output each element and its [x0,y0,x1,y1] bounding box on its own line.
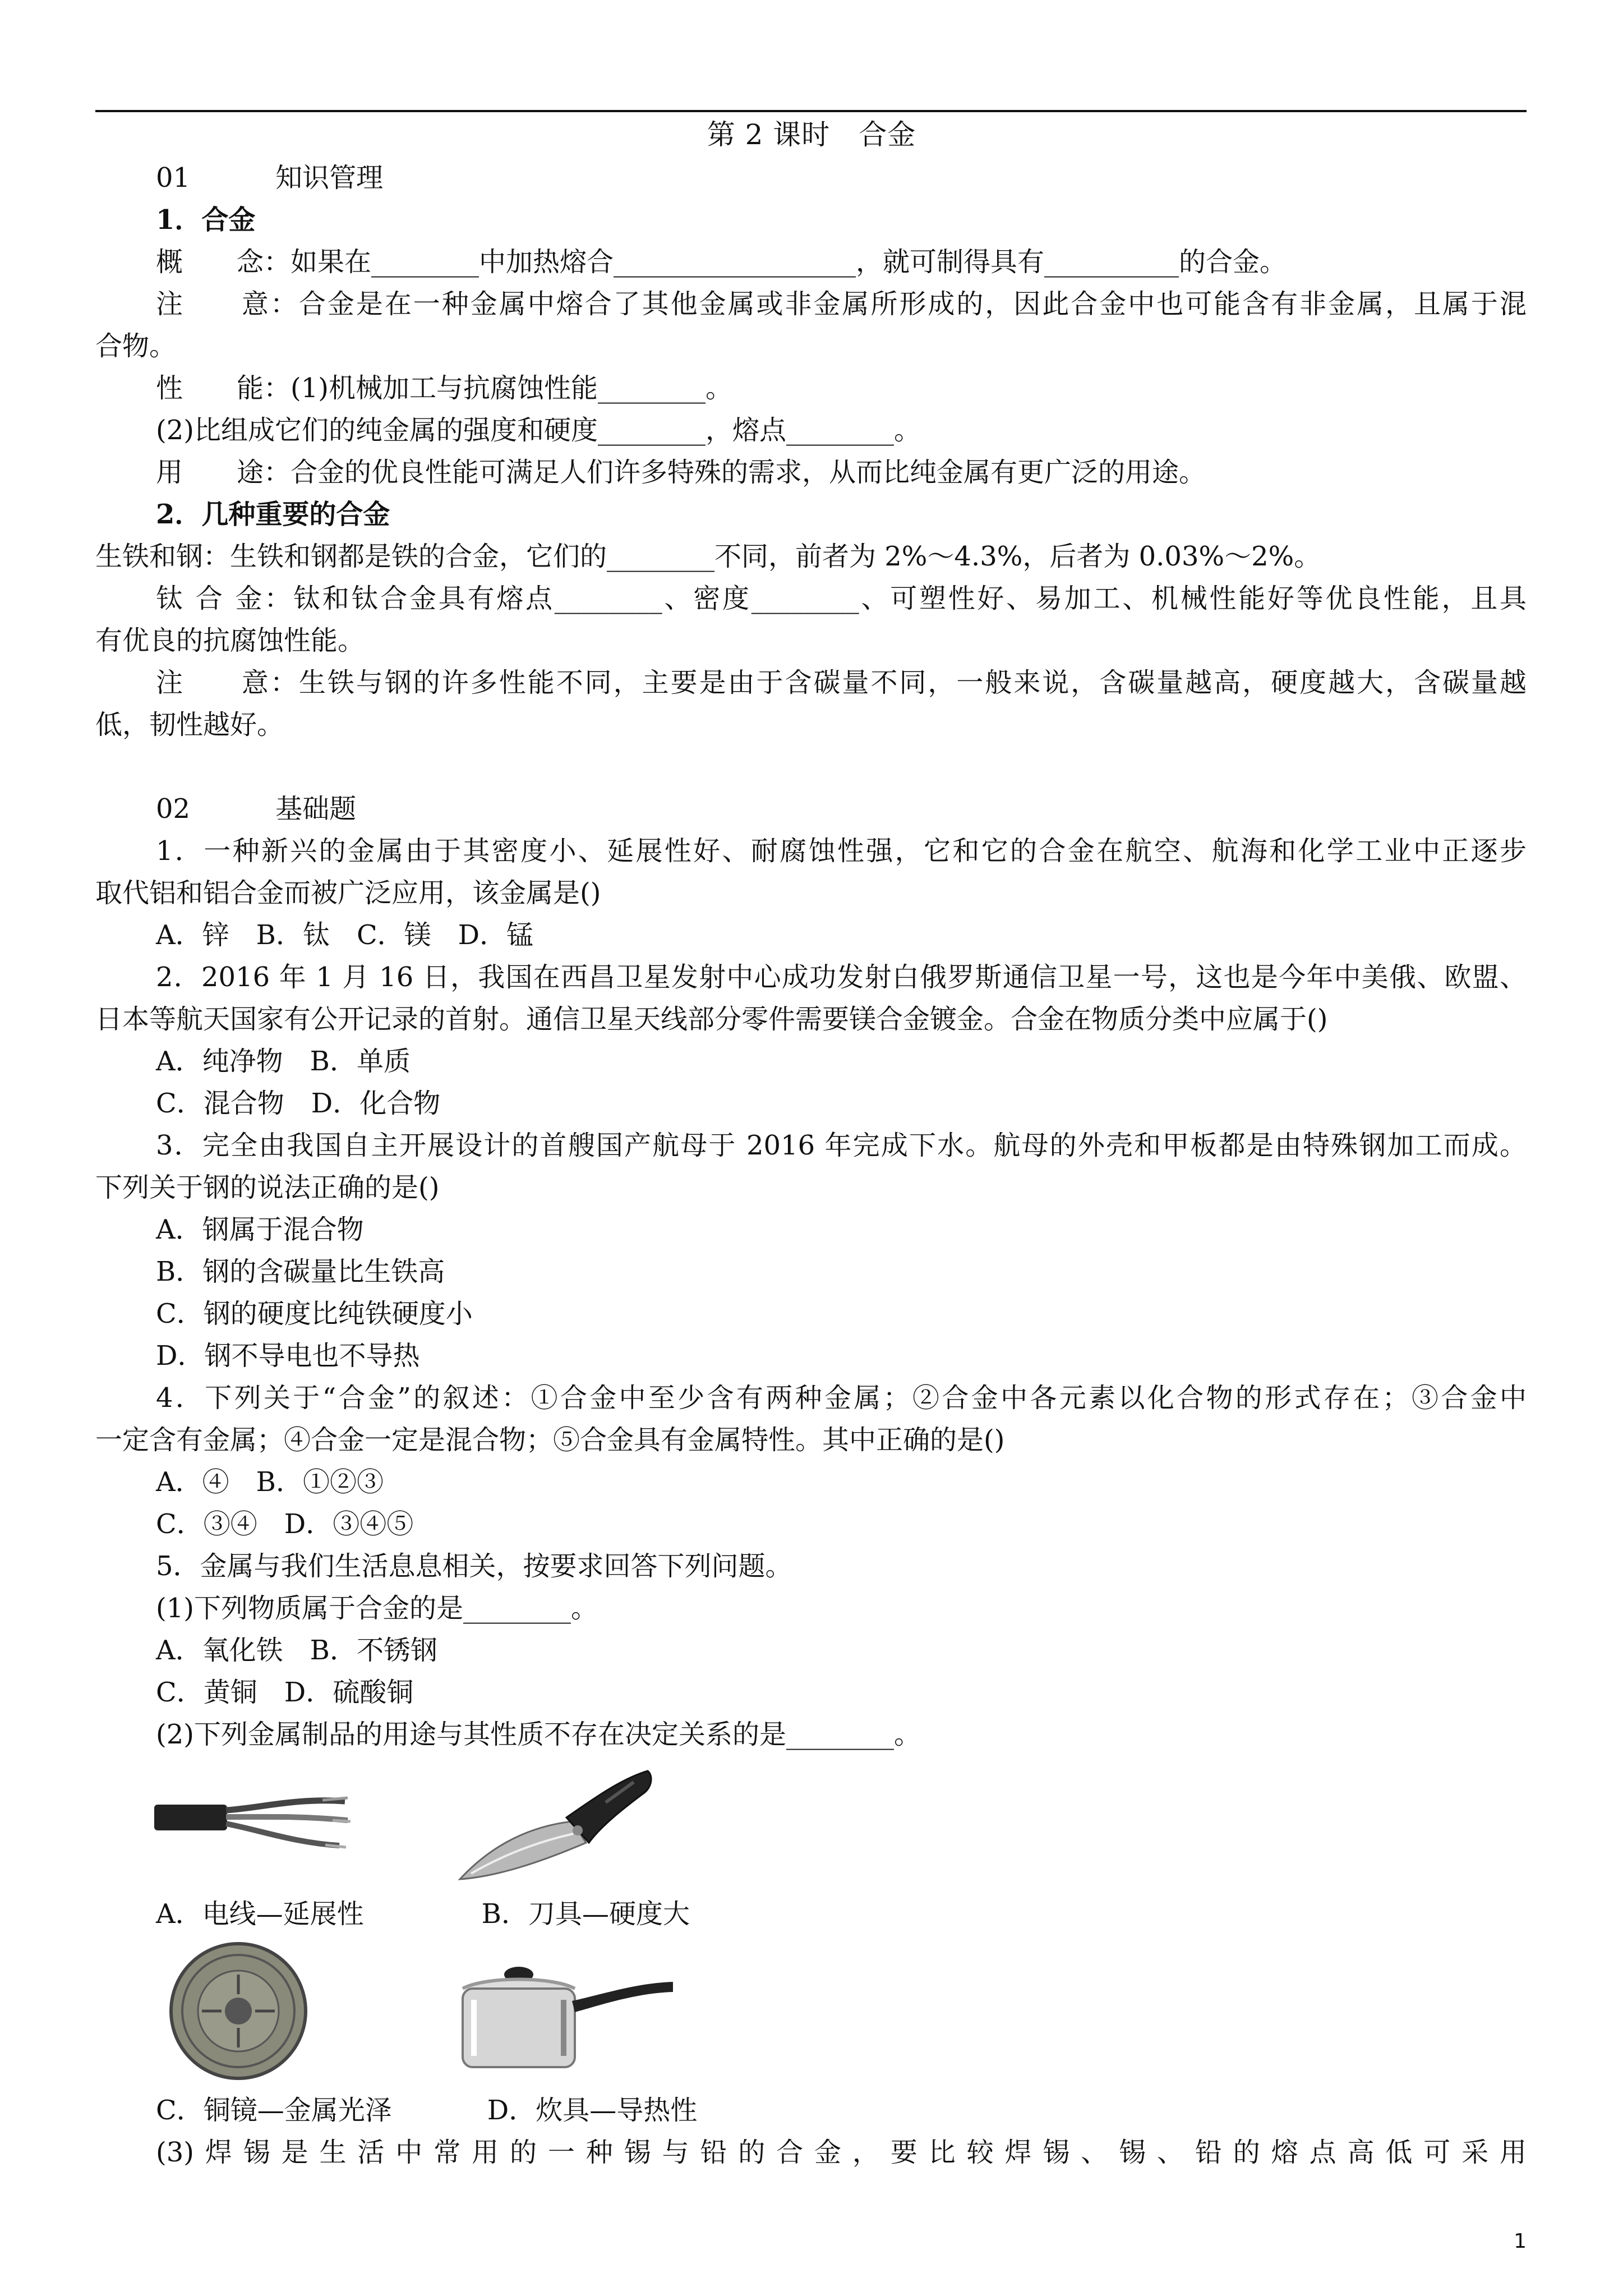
options-line: A．纯净物 B．单质 [156,1046,411,1077]
question-line: 一定含有金属；④合金一定是混合物；⑤合金具有金属特性。其中正确的是() [95,1424,1005,1456]
knife-image [454,1759,656,1893]
use-line: 用 途：合金的优良性能可满足人们许多特殊的需求，从而比纯金属有更广泛的用途。 [156,457,1206,488]
concept-line: 概 念：如果在________中加热熔合__________________，就可制得具有__________的合金。 [156,246,1287,278]
question-line: 2．2016 年 1 月 16 日，我国在西昌卫星发射中心成功发射白俄罗斯通信卫星一号，这也是今年中美俄、欧盟、 [156,961,1527,993]
page-title: 第 2 课时 合金 [707,118,916,151]
subquestion-line: (3)焊锡是生活中常用的一种锡与铅的合金，要比较焊锡、锡、铅的熔点高低可采用 [156,2137,1527,2168]
caption-b: B．刀具—硬度大 [481,1898,690,1930]
question-line: 5．金属与我们生活息息相关，按要求回答下列问题。 [156,1550,792,1582]
section-name: 基础题 [275,793,357,825]
option-line: C．钢的硬度比纯铁硬度小 [156,1298,473,1329]
property-line: (2)比组成它们的纯金属的强度和硬度________，熔点________。 [156,415,921,446]
caption-a: A．电线—延展性 [156,1898,364,1930]
item-title: 2．几种重要的合金 [156,499,390,530]
option-line: B．钢的含碳量比生铁高 [156,1256,445,1287]
option-line: A．钢属于混合物 [156,1214,364,1245]
image-captions [156,1893,1527,1935]
titanium-line: 钛 合 金：钛和钛合金具有熔点________、密度________、可塑性好、易加工、机械性能好等优良性能，且具 [156,583,1527,614]
question-line: 3．完全由我国自主开展设计的首艘国产航母于 2016 年完成下水。航母的外壳和甲板都是由特殊钢加工而成。 [156,1130,1527,1161]
note-line: 注 意：生铁与钢的许多性能不同，主要是由于含碳量不同，一般来说，含碳量越高，硬度越大，含碳量越 [156,667,1527,698]
question-line: 1．一种新兴的金属由于其密度小、延展性好、耐腐蚀性强，它和它的合金在航空、航海和化学工业中正逐步 [156,835,1527,867]
page-number: 1 [1514,2230,1527,2253]
section-heading [156,157,1527,199]
subquestion-line: (2)下列金属制品的用途与其性质不存在决定关系的是________。 [156,1719,921,1750]
titanium-line: 有优良的抗腐蚀性能。 [95,625,365,656]
note-line: 注 意：合金是在一种金属中熔合了其他金属或非金属所形成的，因此合金中也可能含有非金属，且属于混 [156,288,1527,320]
question-line: 4．下列关于“合金”的叙述：①合金中至少含有两种金属；②合金中各元素以化合物的形式存在；③合金中 [156,1382,1527,1414]
caption-c: C．铜镜—金属光泽 [156,2095,392,2126]
item-title: 1．合金 [156,204,256,236]
section-number: 02 [156,793,191,825]
subquestion-line: (1)下列物质属于合金的是________。 [156,1593,598,1624]
options-line: A．氧化铁 B．不锈钢 [156,1635,437,1666]
caption-d: D．炊具—导热性 [487,2095,698,2126]
options-line: A．锌 B．钛 C．镁 D．锰 [156,919,534,951]
section-heading [156,788,1527,830]
option-line: D．钢不导电也不导热 [156,1340,420,1372]
options-line: A．④ B．①②③ [156,1466,384,1498]
question-line: 下列关于钢的说法正确的是() [95,1172,440,1203]
bronze-mirror-image [168,1941,308,2081]
question-line: 日本等航天国家有公开记录的首射。通信卫星天线部分零件需要镁合金镀金。合金在物质分类中应属于() [95,1004,1328,1035]
question-line: 取代铝和铝合金而被广泛应用，该金属是() [95,877,601,909]
section-number: 01 [156,162,191,194]
wire-image [154,1775,351,1871]
header-rule [95,110,1527,112]
property-line: 性 能：(1)机械加工与抗腐蚀性能________。 [156,372,732,404]
options-line: C．黄铜 D．硫酸铜 [156,1677,414,1708]
options-line: C．混合物 D．化合物 [156,1088,441,1119]
image-captions [156,2090,1527,2131]
iron-line: 生铁和钢：生铁和钢都是铁的合金，它们的________不同，前者为 2%～4.3%，后者为 0.03%～2%。 [95,541,1321,572]
saucepan-image [451,1949,676,2078]
note-line: 合物。 [95,330,177,362]
options-line: C．③④ D．③④⑤ [156,1508,414,1540]
note-line: 低，韧性越好。 [95,709,284,740]
section-name: 知识管理 [275,162,384,194]
